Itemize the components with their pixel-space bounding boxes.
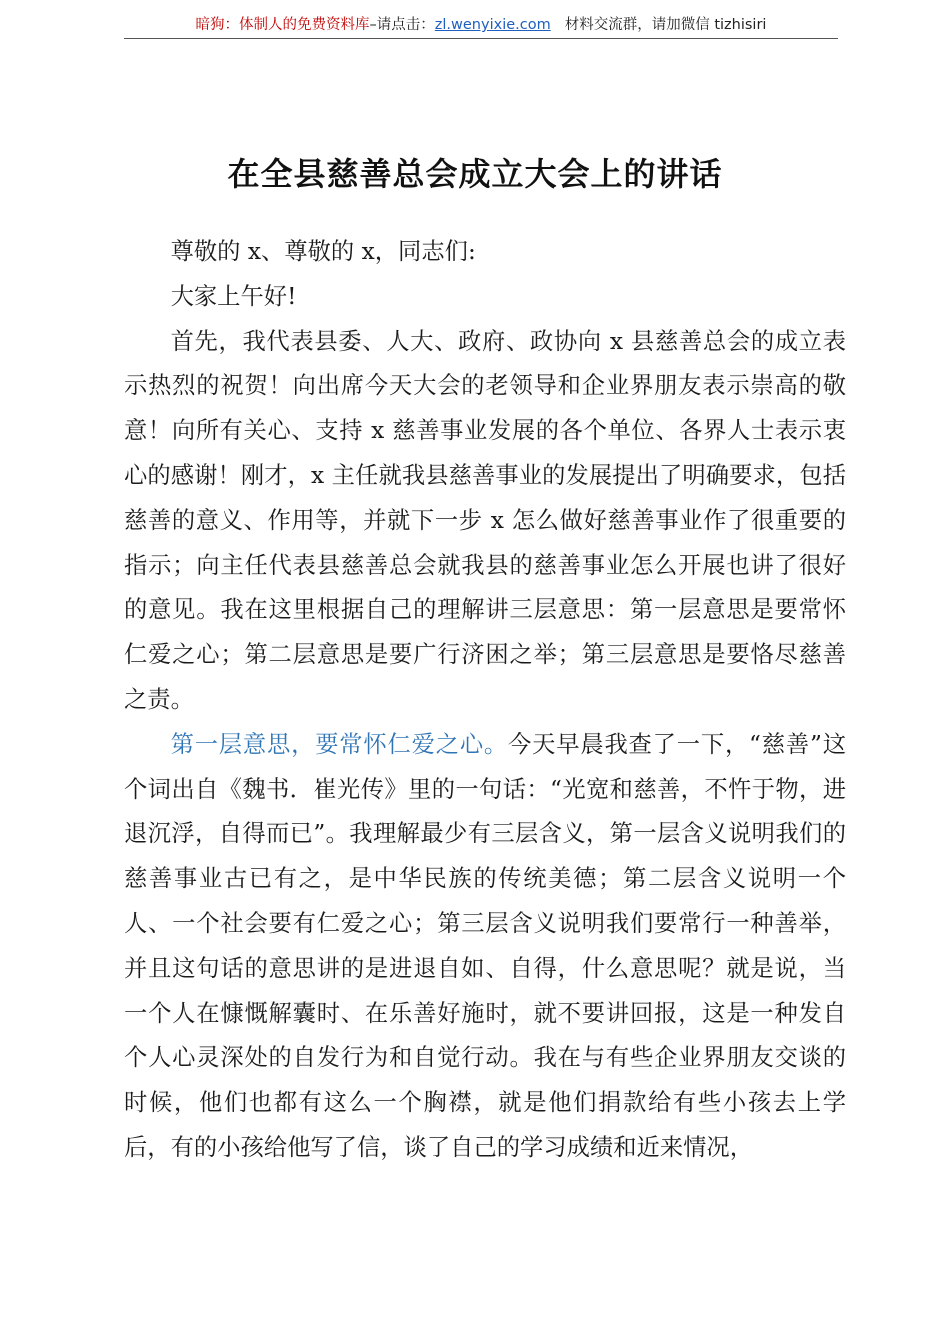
header-brand: 暗狗：体制人的免费资料库 [195, 17, 370, 33]
header-click-prompt: –请点击： [369, 17, 435, 33]
paragraph-2 [124, 723, 846, 1171]
document-title: 在全县慈善总会成立大会上的讲话 [227, 155, 723, 193]
paragraph-2-body: 今天早晨我查了一下，“慈善”这个词出自《魏书．崔光传》里的一句话：“光宽和慈善，不忤于物，进退沉浮，自得而已”。我理解最少有三层含义，第一层含义说明我们的慈善事业古已有之，是中华民族的传统美德；第二层含义说明一个人、一个社会要有仁爱之心；第三层含义说明我们要常行一种善举，并且这句话的意思讲的是进退自如、自得，什么意思呢？就是说，当一个人在慷慨解囊时、在乐善好施时，就不要讲回报，这是一种发自个人心灵深处的自发行为和自觉行动。我在与有些企业界朋友交谈的时候，他们也都有这么一个胸襟，就是他们捐款给有些小孩去上学后，有的小孩给他写了信，谈了自己的学习成绩和近来情况， [124, 730, 846, 1161]
document-body [124, 230, 846, 1171]
page-header [124, 14, 838, 39]
paragraph-2-heading: 第一层意思，要常怀仁爱之心。 [170, 730, 509, 758]
header-link[interactable]: zl.wenyixie.com [434, 17, 551, 33]
paragraph-1: 首先，我代表县委、人大、政府、政协向 x 县慈善总会的成立表示热烈的祝贺！向出席今天大会的老领导和企业界朋友表示崇高的敬意！向所有关心、支持 x 慈善事业发展的各个单位、各界人士表示衷心的感谢！刚才，x 主任就我县慈善事业的发展提出了明确要求，包括慈善的意义、作用等，并就下一步 x 怎么做好慈善事业作了很重要的指示；向主任代表县慈善总会就我县的慈善事业怎么开展也讲了很好的意见。我在这里根据自己的理解讲三层意思：第一层意思是要常怀仁爱之心；第二层意思是要广行济困之举；第三层意思是要恪尽慈善之责。 [124, 327, 846, 713]
header-contact: 材料交流群，请加微信 tizhisiri [564, 17, 767, 33]
greeting: 大家上午好! [170, 282, 297, 310]
salutation: 尊敬的 x、尊敬的 x，同志们: [170, 238, 476, 265]
